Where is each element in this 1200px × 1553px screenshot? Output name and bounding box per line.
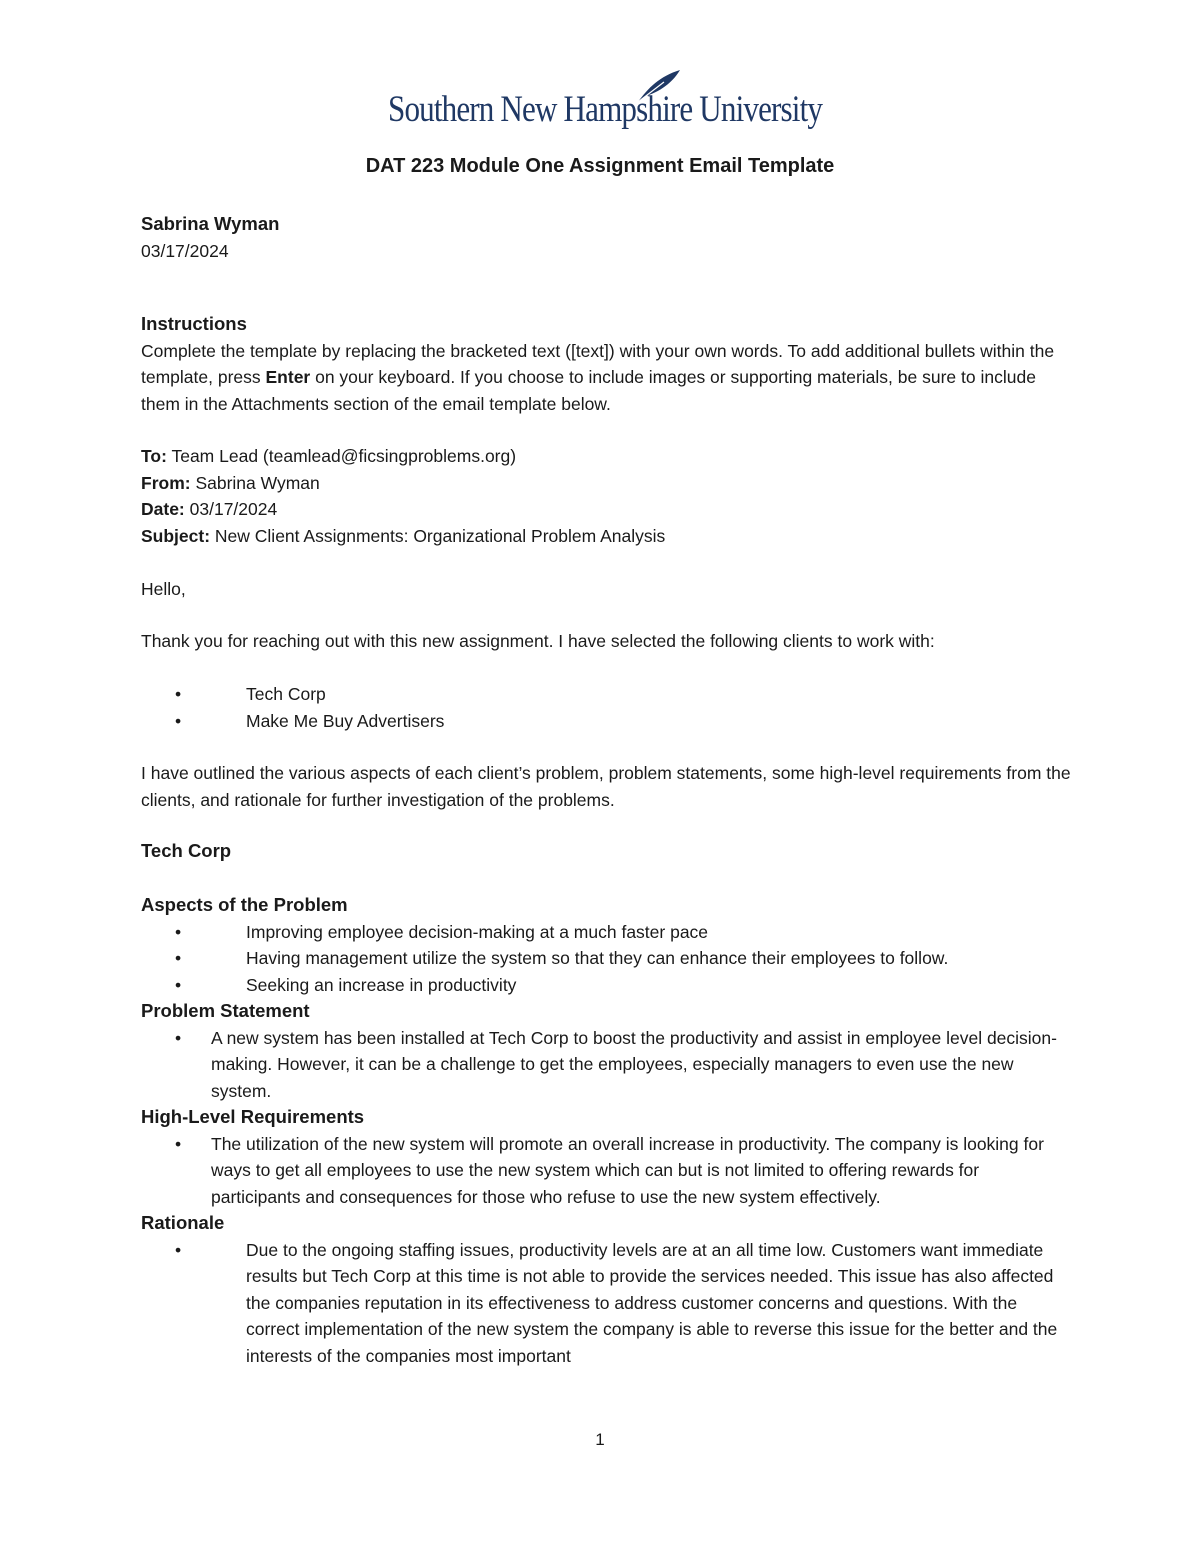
author-date: 03/17/2024 bbox=[141, 240, 229, 261]
instructions-text-part2: on your keyboard. If you choose to include images or supporting materials, be sure to include them in the Attachments section of the email template below. bbox=[141, 367, 1036, 414]
aspects-heading: Aspects of the Problem bbox=[141, 894, 348, 915]
list-item bbox=[141, 681, 1071, 708]
bullet-icon: • bbox=[175, 710, 182, 731]
author-block bbox=[141, 211, 1071, 264]
subject-value: New Client Assignments: Organizational Problem Analysis bbox=[210, 525, 666, 546]
instructions-section bbox=[141, 311, 1071, 417]
date-label: Date: bbox=[141, 499, 185, 519]
outline-paragraph: I have outlined the various aspects of each client’s problem, problem statements, some high-level requirements from the clients, and rationale for further investigation of the problems. bbox=[141, 763, 1071, 810]
instructions-heading: Instructions bbox=[141, 313, 247, 334]
from-line bbox=[141, 470, 1071, 497]
list-item bbox=[141, 919, 1071, 946]
bullet-icon: • bbox=[175, 1239, 182, 1260]
instructions-text bbox=[141, 338, 1071, 418]
greeting: Hello, bbox=[141, 579, 186, 599]
rationale-heading: Rationale bbox=[141, 1212, 225, 1233]
feather-icon bbox=[634, 68, 684, 104]
page-title: DAT 223 Module One Assignment Email Template bbox=[365, 155, 835, 177]
client-name: Make Me Buy Advertisers bbox=[246, 710, 445, 731]
list-item bbox=[141, 1237, 1071, 1370]
author-name: Sabrina Wyman bbox=[141, 213, 280, 234]
list-item bbox=[141, 1025, 1071, 1105]
aspect-text: Having management utilize the system so that they can enhance their employees to follow. bbox=[246, 948, 949, 968]
bullet-icon: • bbox=[175, 684, 182, 704]
page-number: 1 bbox=[595, 1430, 605, 1449]
requirements-heading: High-Level Requirements bbox=[141, 1106, 365, 1127]
problem-statement-heading: Problem Statement bbox=[141, 1000, 310, 1021]
bullet-icon: • bbox=[175, 1133, 182, 1154]
requirements-list bbox=[141, 1131, 1071, 1211]
requirements-text: The utilization of the new system will promote an overall increase in productivity. The company is looking for ways to get all employees to use the new system which can but is not limited to offering rewards for participants and consequences for those who refuse to use the new system effectively. bbox=[211, 1133, 1044, 1207]
problem-text: A new system has been installed at Tech Corp to boost the productivity and assist in employee level decision-making. However, it can be a challenge to get the employees, especially managers to even use the new system. bbox=[211, 1027, 1057, 1101]
list-item bbox=[141, 945, 1071, 972]
to-label: To: bbox=[141, 446, 167, 466]
subject-line bbox=[141, 523, 1071, 550]
instructions-text-part1: Complete the template by replacing the bracketed text ([text]) with your own words. To add additional bullets within the template, press bbox=[141, 340, 1055, 387]
to-value: Team Lead (teamlead@ficsingproblems.org) bbox=[166, 446, 517, 466]
rationale-text: Due to the ongoing staffing issues, productivity levels are at an all time low. Customers want immediate results but Tech Corp at this time is not able to provide the services needed. This issue has also affected the companies reputation in its effectiveness to address customer concerns and questions. With the correct implementation of the new system the company is able to reverse this issue for the better and the interests of the companies most important bbox=[246, 1239, 1058, 1366]
list-item bbox=[141, 708, 1071, 735]
client-name: Tech Corp bbox=[246, 684, 326, 704]
date-line bbox=[141, 496, 1071, 523]
problem-list bbox=[141, 1025, 1071, 1105]
date-value: 03/17/2024 bbox=[184, 499, 278, 519]
university-logo bbox=[388, 68, 823, 138]
bullet-icon: • bbox=[175, 921, 182, 942]
subject-label: Subject: bbox=[141, 525, 211, 546]
rationale-list bbox=[141, 1237, 1071, 1370]
bullet-icon: • bbox=[175, 974, 182, 995]
list-item bbox=[141, 1131, 1071, 1211]
enter-word: Enter bbox=[265, 367, 311, 387]
list-item bbox=[141, 972, 1071, 999]
email-header bbox=[141, 443, 1071, 549]
logo-text: Southern New Hampshire University bbox=[388, 89, 823, 130]
bullet-icon: • bbox=[175, 948, 182, 968]
to-line bbox=[141, 443, 1071, 470]
from-value: Sabrina Wyman bbox=[190, 472, 320, 493]
aspects-list bbox=[141, 919, 1071, 999]
bullet-icon: • bbox=[175, 1027, 182, 1048]
from-label: From: bbox=[141, 472, 191, 493]
aspect-text: Improving employee decision-making at a much faster pace bbox=[246, 921, 709, 942]
tech-corp-section bbox=[141, 892, 1071, 1369]
client-list bbox=[141, 681, 1071, 734]
aspect-text: Seeking an increase in productivity bbox=[246, 974, 517, 995]
tech-corp-heading: Tech Corp bbox=[141, 840, 232, 861]
intro-paragraph: Thank you for reaching out with this new assignment. I have selected the following clients to work with: bbox=[141, 631, 935, 651]
